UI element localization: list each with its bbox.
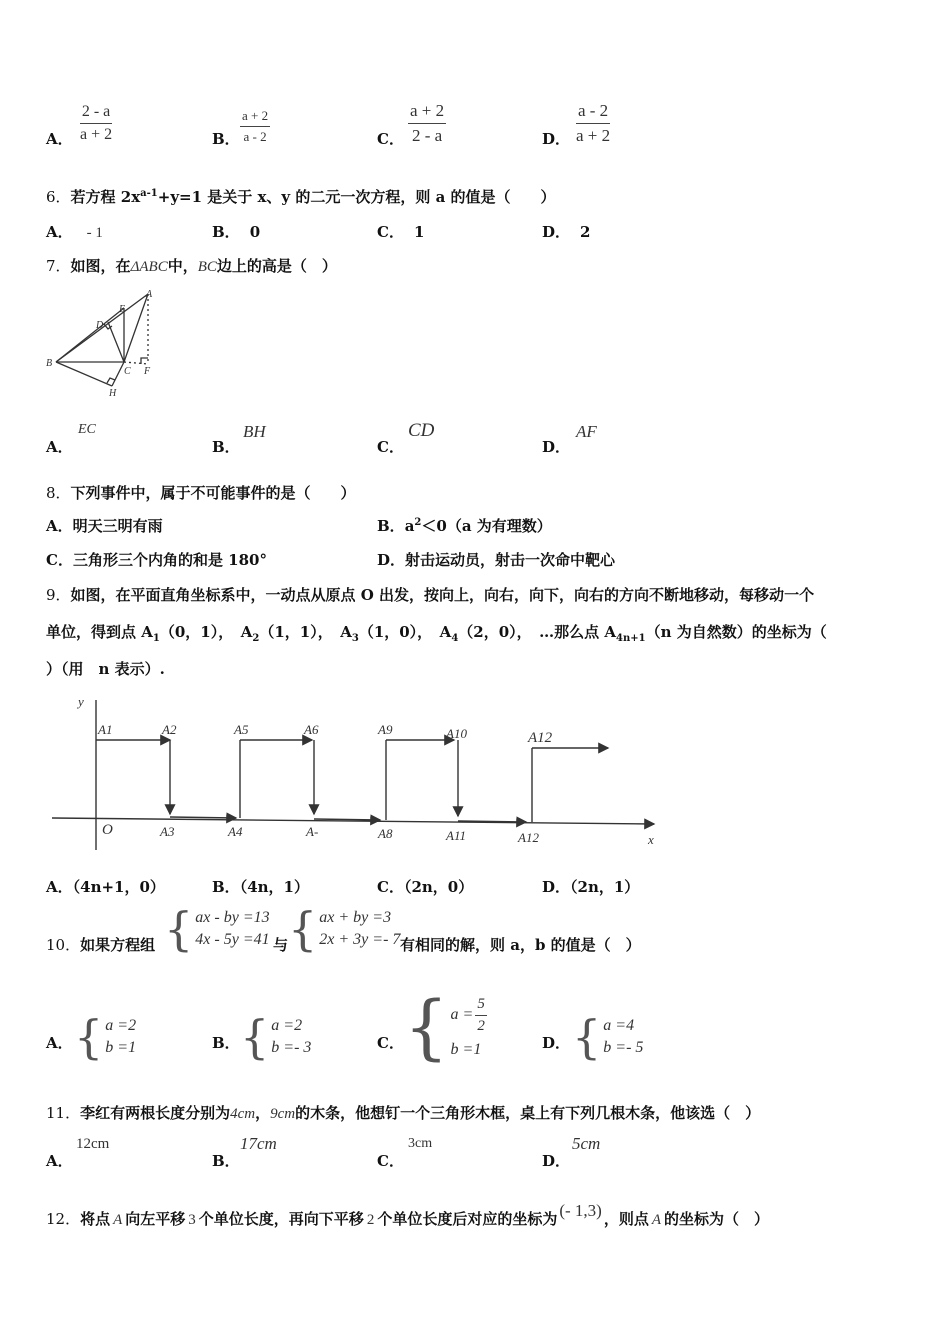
q12-t5: ，则点 — [603, 1210, 649, 1228]
q6-a-value: - 1 — [86, 225, 103, 241]
q10-b-row2: b =- 3 — [271, 1039, 312, 1056]
q5-d-numerator: a - 2 — [576, 101, 610, 124]
q11-c-label: C． — [377, 1152, 404, 1170]
q5-option-c-fraction — [408, 101, 446, 146]
q7-d-value: AF — [576, 422, 597, 441]
q9-l2-s3: 3 — [351, 633, 359, 644]
q12-t1: 将点 — [80, 1210, 111, 1228]
q10-d-row1: a =4 — [603, 1017, 635, 1034]
q7-text-c: 边上的高是（ ） — [216, 257, 337, 275]
q10-sys2-eq2: 2x + 3y =- 7 — [319, 931, 401, 948]
q9-l2-s2: 2 — [252, 633, 260, 644]
q9-point-a12-top: A12 — [528, 730, 553, 746]
q9-l2-t6: （n 为自然数）的坐标为（ — [645, 623, 827, 641]
q9-d-value: （2n，1） — [570, 878, 640, 896]
q6-exponent: a-1 — [140, 188, 158, 199]
q9-c-label: C． — [377, 878, 404, 896]
q10-c-a-prefix: a = — [450, 1006, 474, 1023]
q5-b-denominator: a - 2 — [243, 129, 267, 144]
q8-option-c — [46, 549, 267, 570]
q7-text-b: 中， — [167, 257, 198, 275]
q11-a-value: 12cm — [76, 1136, 110, 1152]
q11-stem — [46, 1102, 760, 1123]
q5-a-numerator: 2 - a — [80, 103, 112, 124]
fig-label-f: F — [144, 366, 151, 377]
q9-l2-t3: （1，1）， A — [259, 623, 352, 641]
q8-b-exp: 2 — [414, 517, 422, 528]
q6-b-value: 0 — [249, 223, 261, 241]
q11-d-label: D． — [542, 1152, 571, 1170]
q5-option-c-label: C． — [377, 130, 404, 148]
q10-number: 10． — [46, 936, 81, 954]
q11-b-label: B． — [212, 1152, 240, 1170]
q9-origin-label: O — [102, 822, 113, 838]
fig-label-b: B — [46, 358, 53, 369]
q5-option-b-label: B． — [212, 130, 240, 148]
q9-option-a — [46, 876, 165, 897]
q9-point-a4: A4 — [228, 824, 243, 839]
q9-d-label: D． — [542, 878, 571, 896]
q7-c-value: CD — [408, 420, 435, 441]
q9-line-3: ）（用 n 表示）. — [46, 660, 165, 678]
q5-c-numerator: a + 2 — [408, 101, 446, 124]
q6-c-label: C． — [377, 223, 404, 241]
q6-option-c — [377, 221, 424, 242]
q11-sep: ， — [255, 1104, 271, 1122]
q7-b-value: BH — [243, 422, 266, 441]
q9-a-label: A． — [46, 878, 73, 896]
q12-point: A — [113, 1212, 123, 1228]
q9-point-a10: A10 — [446, 726, 467, 741]
q9-l2-t1: 单位，得到点 A — [46, 623, 153, 641]
q9-line-1 — [46, 584, 814, 605]
q9-coordinate-figure — [50, 690, 665, 860]
q10-system-1: { ax - by =13 4x - 5y =41 — [164, 902, 270, 956]
q12-t6: 的坐标为（ ） — [664, 1210, 770, 1228]
q10-text-c: 有相同的解，则 a，b 的值是（ ） — [400, 936, 641, 954]
q10-option-a-system: { a =2 b =1 — [74, 1010, 137, 1064]
fig-label-e: E — [119, 304, 126, 315]
q9-l2-t2: （0，1）， A — [159, 623, 253, 641]
q10-d-row2: b =- 5 — [603, 1039, 644, 1056]
q9-l2-t4: （1，0）， A — [358, 623, 452, 641]
q6-d-label: D． — [542, 223, 571, 241]
q10-text-b: 与 — [273, 936, 289, 954]
q6-b-label: B． — [212, 223, 240, 241]
q6-text-a: 若方程 2x — [70, 188, 141, 206]
q8-number: 8． — [46, 484, 71, 502]
q9-point-a8: A8 — [378, 826, 393, 841]
q10-c-a-den: 2 — [477, 1017, 485, 1034]
q7-c-label: C． — [377, 438, 404, 456]
q10-a-label: A． — [46, 1034, 73, 1052]
q12-t3: 个单位长度，再向下平移 — [198, 1210, 364, 1228]
q6-text-b: +y=1 是关于 x、y 的二元一次方程，则 a 的值是（ ） — [157, 188, 556, 206]
q9-point-a11: A11 — [446, 828, 466, 843]
q9-c-value: （2n，0） — [403, 878, 474, 896]
q10-option-d-system: { a =4 b =- 5 — [572, 1010, 644, 1064]
q11-a-label: A． — [46, 1152, 73, 1170]
q7-triangle: ΔABC — [130, 259, 168, 275]
q10-a-row2: b =1 — [105, 1039, 137, 1056]
fig-label-h: H — [109, 388, 117, 399]
q6-d-value: 2 — [580, 223, 591, 241]
q11-len1: 4cm — [230, 1106, 256, 1122]
q9-point-a2: A2 — [162, 722, 177, 737]
q5-a-denominator: a + 2 — [80, 126, 113, 143]
q8-stem — [46, 482, 356, 503]
q5-option-d-label: D． — [542, 130, 571, 148]
q7-text-a: 如图，在 — [70, 257, 131, 275]
q8-c-value: 三角形三个内角的和是 180° — [72, 551, 267, 569]
q12-t4: 个单位长度后对应的坐标为 — [377, 1210, 558, 1228]
q10-b-row1: a =2 — [271, 1017, 303, 1034]
q9-a-value: （4n+1，0） — [72, 878, 165, 896]
q6-number: 6． — [46, 188, 71, 206]
q8-b-label: B． — [377, 517, 405, 535]
q12-stem — [46, 1201, 770, 1229]
q6-a-label: A． — [46, 223, 73, 241]
q6-option-d — [542, 221, 590, 242]
q12-coordinate: (- 1,3) — [559, 1201, 602, 1220]
q10-c-a-num: 5 — [475, 996, 487, 1016]
q5-c-denominator: 2 - a — [411, 126, 443, 145]
q6-option-a — [46, 221, 103, 242]
q7-number: 7． — [46, 257, 71, 275]
q12-number: 12． — [46, 1210, 81, 1228]
q9-l2-s1: 1 — [152, 633, 160, 644]
q6-c-value: 1 — [413, 223, 425, 241]
q8-a-value: 明天三明有雨 — [72, 517, 163, 535]
q11-len2: 9cm — [270, 1106, 296, 1122]
q8-b-value: ＜0（a 为有理数） — [421, 517, 552, 535]
q9-l2-s5: 4n+1 — [616, 633, 646, 644]
q8-text: 下列事件中，属于不可能事件的是（ ） — [70, 484, 356, 502]
q10-sys1-eq1: ax - by =13 — [195, 909, 270, 926]
fig-label-c: C — [124, 366, 131, 377]
q7-triangle-figure — [44, 288, 164, 400]
q10-c-row2: b =1 — [450, 1040, 482, 1058]
q10-sys2-eq1: ax + by =3 — [319, 909, 392, 926]
q9-point-a6: A6 — [304, 722, 319, 737]
q8-d-label: D． — [377, 551, 406, 569]
q8-option-a — [46, 515, 163, 536]
q9-option-d — [542, 876, 639, 897]
q11-number: 11． — [46, 1104, 81, 1122]
q12-n1: 3 — [188, 1212, 196, 1228]
q10-option-b-system: { a =2 b =- 3 — [240, 1010, 312, 1064]
q10-number-text — [46, 934, 155, 955]
q11-c-value: 3cm — [408, 1136, 433, 1151]
q8-option-d — [377, 549, 615, 570]
q12-point-2: A — [651, 1212, 661, 1228]
q5-option-d-fraction — [574, 101, 612, 146]
q9-l2-t5: （2，0）， …那么点 A — [458, 623, 617, 641]
q6-option-b — [212, 221, 260, 242]
q11-d-value: 5cm — [572, 1134, 601, 1153]
q8-c-label: C． — [46, 551, 73, 569]
q10-sys1-eq2: 4x - 5y =41 — [195, 931, 270, 948]
q10-text-a: 如果方程组 — [80, 936, 156, 954]
q9-line-2 — [46, 621, 827, 644]
q8-b-var: a — [404, 517, 415, 535]
q11-text-b: 的木条，他想钉一个三角形木框，桌上有下列几根木条，他该选（ ） — [295, 1104, 761, 1122]
q9-b-label: B． — [212, 878, 240, 896]
q8-d-value: 射击运动员，射击一次命中靶心 — [405, 551, 616, 569]
q9-axis-y-label: y — [78, 694, 84, 709]
q5-d-denominator: a + 2 — [576, 126, 611, 145]
q9-point-a5: A5 — [234, 722, 249, 737]
q5-b-numerator: a + 2 — [240, 108, 270, 127]
q9-point-a7: A- — [306, 824, 319, 839]
q10-option-c-system: { a = $\frac{5}{2}$ b =1 — [404, 986, 485, 1068]
q9-point-a9: A9 — [378, 722, 393, 737]
q7-a-label: A． — [46, 438, 73, 456]
q11-b-value: 17cm — [240, 1134, 277, 1153]
q10-a-row1: a =2 — [105, 1017, 137, 1034]
q9-point-a3: A3 — [160, 824, 175, 839]
q5-option-a-fraction — [78, 103, 114, 144]
q5-option-a-label: A． — [46, 130, 73, 148]
q9-line1-text: 如图，在平面直角坐标系中，一动点从原点 O 出发，按向上，向右，向下，向右的方向不断地移动，每移动一个 — [70, 586, 815, 604]
q9-number: 9． — [46, 586, 71, 604]
q7-stem — [46, 255, 337, 276]
q12-n2: 2 — [366, 1212, 375, 1228]
q11-text-a: 李红有两根长度分别为 — [80, 1104, 231, 1122]
q9-point-a1: A1 — [98, 722, 113, 737]
q10-d-label: D． — [542, 1034, 571, 1052]
q9-option-c — [377, 876, 473, 897]
q8-option-b — [377, 515, 552, 536]
q10-c-label: C． — [377, 1034, 404, 1052]
q9-l2-s4: 4 — [451, 633, 459, 644]
q7-side: BC — [197, 259, 217, 275]
q10-b-label: B． — [212, 1034, 240, 1052]
q9-b-value: （4n，1） — [239, 878, 309, 896]
q7-d-label: D． — [542, 438, 571, 456]
fig-label-a: A — [146, 289, 153, 300]
q9-option-b — [212, 876, 309, 897]
q12-t2: 向左平移 — [125, 1210, 186, 1228]
q7-b-label: B． — [212, 438, 240, 456]
q7-a-value: EC — [78, 422, 96, 437]
q5-option-b-fraction — [240, 108, 270, 145]
q8-a-label: A． — [46, 517, 73, 535]
q9-point-a12-bottom: A12 — [518, 830, 539, 845]
q10-system-2: { ax + by =3 2x + 3y =- 7 — [288, 902, 401, 956]
q6-stem — [46, 186, 556, 207]
fig-label-d: D — [96, 320, 104, 331]
q9-axis-x-label: x — [648, 832, 654, 847]
